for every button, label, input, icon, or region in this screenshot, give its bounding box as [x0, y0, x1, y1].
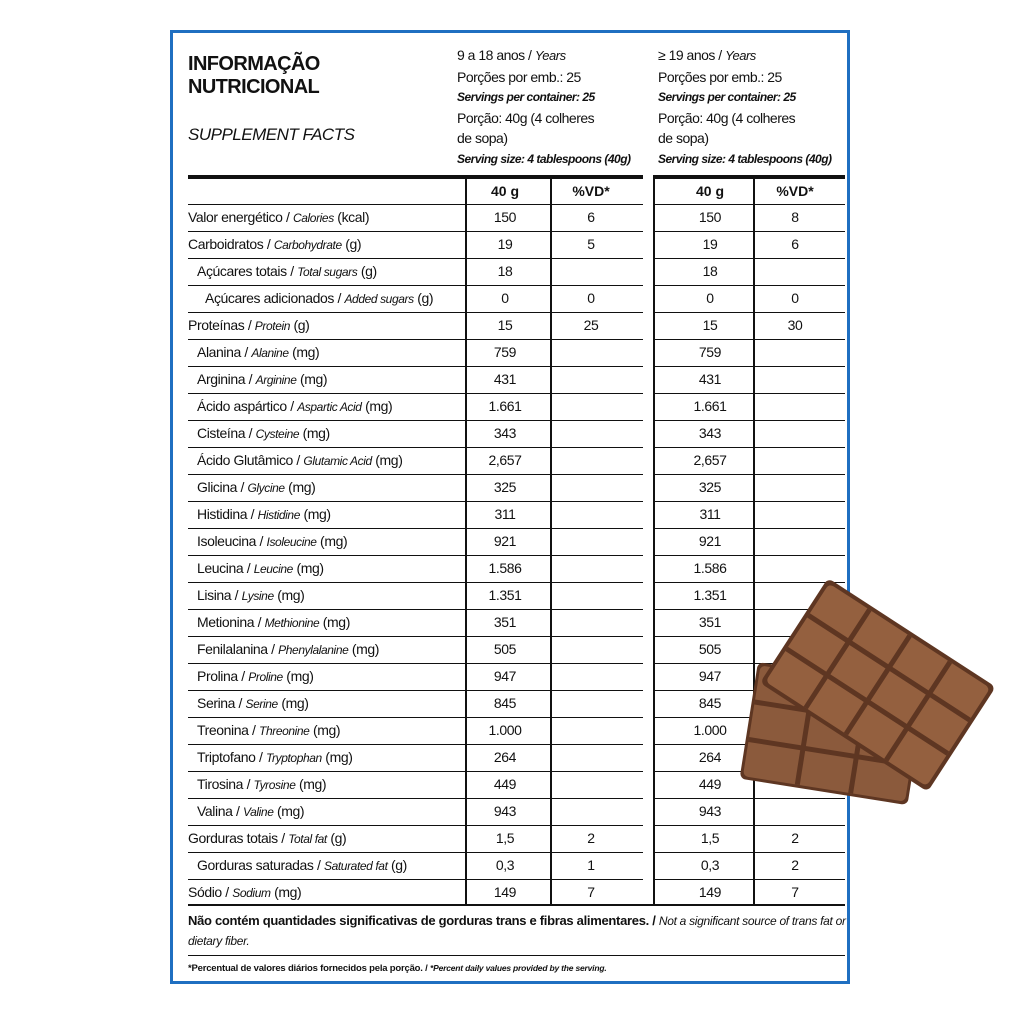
header-vd-2: %VD*	[776, 183, 814, 199]
nutrient-unit: (mg)	[361, 398, 393, 414]
daily-value-cell: 25	[583, 317, 599, 333]
nutrient-row	[173, 393, 853, 420]
header-amount-1: 40 g	[490, 183, 519, 199]
footnote-en: Not a significant source of trans fat or dietary fiber.	[188, 914, 846, 948]
amount-cell: 0,3	[700, 857, 720, 873]
footnote2-en: *Percent daily values provided by the serving.	[430, 963, 607, 973]
row-divider-left	[188, 825, 643, 826]
row-divider-left	[188, 852, 643, 853]
column-header-1	[457, 45, 631, 169]
amount-cell: 18	[702, 263, 718, 279]
nutrient-name-en: Glycine	[247, 481, 285, 495]
row-divider-right	[653, 285, 845, 286]
nutrient-label	[197, 771, 326, 799]
amount-cell: 343	[493, 425, 517, 441]
daily-value-cell: 2	[791, 857, 799, 873]
daily-value-cell: 8	[791, 209, 799, 225]
age-en: Years	[725, 48, 756, 63]
nutrient-name-en: Histidine	[257, 508, 300, 522]
nutrient-row	[173, 231, 853, 258]
nutrient-name-en: Isoleucine	[266, 535, 317, 549]
row-divider-right	[653, 555, 845, 556]
row-divider-left	[188, 474, 643, 475]
amount-cell: 2,657	[488, 452, 522, 468]
row-divider-right	[653, 501, 845, 502]
nutrient-label	[188, 312, 309, 340]
nutrient-label	[197, 663, 313, 691]
amount-cell: 449	[493, 776, 517, 792]
nutrient-unit: (mg)	[309, 722, 341, 738]
amount-cell: 264	[698, 749, 722, 765]
nutrient-row	[173, 204, 853, 231]
amount-cell: 1.000	[488, 722, 522, 738]
nutrient-label	[197, 636, 379, 664]
nutrient-name-pt: Isoleucina /	[197, 533, 267, 549]
nutrient-unit: (mg)	[348, 641, 380, 657]
nutrient-label	[197, 447, 402, 475]
row-divider-right	[653, 339, 845, 340]
nutrient-unit: (mg)	[288, 344, 320, 360]
nutrient-name-en: Aspartic Acid	[297, 400, 362, 414]
amount-cell: 1.586	[488, 560, 522, 576]
nutrient-unit: (g)	[413, 290, 434, 306]
footnote-divider	[188, 955, 845, 956]
row-divider-left	[188, 501, 643, 502]
portion-pt-2: de sopa)	[457, 130, 508, 146]
nutrient-name-pt: Serina /	[197, 695, 246, 711]
amount-cell: 149	[493, 884, 517, 900]
nutrient-name-pt: Sódio /	[188, 884, 233, 900]
row-divider-left	[188, 717, 643, 718]
servings-en: Servings per container: 25	[457, 90, 595, 104]
row-divider-right	[653, 447, 845, 448]
nutrient-name-en: Valine	[242, 805, 274, 819]
nutrient-name-pt: Proteínas /	[188, 317, 255, 333]
amount-cell: 343	[698, 425, 722, 441]
amount-cell: 351	[493, 614, 517, 630]
nutrient-unit: (mg)	[282, 668, 314, 684]
servings-pt: Porções por emb.: 25	[457, 68, 581, 85]
row-divider-right	[653, 366, 845, 367]
nutrient-name-en: Sodium	[232, 886, 271, 900]
nutrient-label	[197, 528, 347, 556]
nutrient-label	[197, 690, 309, 718]
row-divider-left	[188, 204, 643, 205]
amount-cell: 1,5	[700, 830, 720, 846]
row-divider-left	[188, 744, 643, 745]
row-divider-right	[653, 879, 845, 880]
nutrient-name-pt: Treonina /	[197, 722, 260, 738]
nutrient-unit: (mg)	[284, 479, 316, 495]
nutrient-row	[173, 528, 853, 555]
nutrient-name-en: Protein	[254, 319, 291, 333]
label-title	[188, 53, 320, 99]
amount-cell: 15	[702, 317, 718, 333]
row-divider-left	[188, 339, 643, 340]
servings-pt: Porções por emb.: 25	[658, 68, 782, 85]
nutrient-unit: (mg)	[319, 614, 350, 630]
nutrient-name-en: Tyrosine	[253, 778, 296, 792]
amount-cell: 947	[698, 668, 722, 684]
nutrient-name-en: Glutamic Acid	[303, 454, 372, 468]
nutrient-name-pt: Fenilalanina /	[197, 641, 279, 657]
row-divider-left	[188, 798, 643, 799]
portion-pt-1: Porção: 40g (4 colheres	[457, 109, 595, 126]
nutrient-name-en: Added sugars	[344, 292, 414, 306]
nutrient-label	[197, 366, 327, 394]
nutrient-name-en: Phenylalanine	[278, 643, 349, 657]
nutrient-name-pt: Gorduras saturadas /	[197, 857, 324, 873]
nutrient-row	[173, 285, 853, 312]
nutrient-row	[173, 447, 853, 474]
amount-cell: 150	[493, 209, 517, 225]
nutrient-row	[173, 339, 853, 366]
row-divider-right	[653, 258, 845, 259]
amount-cell: 759	[698, 344, 722, 360]
nutrient-name-pt: Gorduras totais /	[188, 830, 289, 846]
nutrient-row	[173, 879, 853, 906]
nutrient-name-pt: Histidina /	[197, 506, 258, 522]
nutrient-name-pt: Prolina /	[197, 668, 249, 684]
nutrient-name-en: Total sugars	[297, 265, 358, 279]
nutrient-label	[197, 582, 304, 610]
row-divider-left	[188, 771, 643, 772]
nutrition-label	[170, 30, 850, 984]
amount-cell: 1,5	[495, 830, 515, 846]
nutrient-name-pt: Valor energético /	[188, 209, 293, 225]
nutrient-label	[197, 339, 319, 367]
daily-value-cell: 6	[587, 209, 595, 225]
bottom-divider	[188, 904, 845, 906]
amount-cell: 505	[698, 641, 722, 657]
nutrient-label	[197, 555, 324, 583]
nutrient-unit: (mg)	[273, 803, 305, 819]
amount-cell: 311	[699, 506, 721, 522]
amount-cell: 15	[497, 317, 513, 333]
chocolate-bars-icon	[740, 570, 1015, 810]
row-divider-left	[188, 636, 643, 637]
row-divider-left	[188, 285, 643, 286]
amount-cell: 845	[698, 695, 722, 711]
nutrient-name-pt: Açúcares adicionados /	[205, 290, 345, 306]
daily-value-cell: 7	[587, 884, 595, 900]
row-divider-right	[653, 204, 845, 205]
nutrient-unit: (g)	[326, 830, 347, 846]
amount-cell: 845	[493, 695, 517, 711]
nutrient-unit: (g)	[290, 317, 310, 333]
nutrient-name-pt: Glicina /	[197, 479, 248, 495]
amount-cell: 1.351	[488, 587, 522, 603]
daily-value-cell: 5	[587, 236, 595, 252]
row-divider-right	[653, 825, 845, 826]
row-divider-left	[188, 690, 643, 691]
daily-value-cell: 2	[587, 830, 595, 846]
nutrient-name-pt: Ácido Glutâmico /	[197, 452, 304, 468]
title-line-1: INFORMAÇÃO	[188, 53, 320, 75]
nutrient-unit: (mg)	[299, 425, 330, 441]
nutrient-unit: (mg)	[277, 695, 309, 711]
servings-en: Servings per container: 25	[658, 90, 796, 104]
footnote-not-significant	[188, 911, 848, 951]
nutrient-label	[197, 744, 352, 772]
amount-cell: 351	[698, 614, 722, 630]
amount-cell: 2,657	[693, 452, 727, 468]
nutrient-name-pt: Lisina /	[197, 587, 242, 603]
nutrient-label	[197, 852, 407, 880]
amount-cell: 0	[706, 290, 714, 306]
nutrient-name-en: Methionine	[264, 616, 320, 630]
nutrient-name-pt: Valina /	[197, 803, 243, 819]
nutrient-label	[188, 204, 369, 232]
portion-en: Serving size: 4 tablespoons (40g)	[457, 151, 631, 166]
daily-value-cell: 6	[791, 236, 799, 252]
amount-cell: 18	[497, 263, 513, 279]
nutrient-row	[173, 852, 853, 879]
nutrient-name-pt: Triptofano /	[197, 749, 266, 765]
amount-cell: 149	[698, 884, 722, 900]
row-divider-right	[653, 474, 845, 475]
nutrient-label	[197, 420, 330, 448]
nutrient-name-pt: Carboidratos /	[188, 236, 274, 252]
row-divider-left	[188, 555, 643, 556]
nutrient-label	[205, 285, 433, 313]
nutrient-label	[188, 879, 301, 907]
nutrient-name-pt: Arginina /	[197, 371, 256, 387]
nutrient-unit: (kcal)	[333, 209, 370, 225]
nutrient-label	[197, 474, 315, 502]
nutrient-label	[188, 231, 361, 259]
amount-cell: 311	[494, 506, 516, 522]
title-line-2: NUTRICIONAL	[188, 76, 320, 98]
nutrient-name-pt: Açúcares totais /	[197, 263, 298, 279]
footnote2-pt: *Percentual de valores diários fornecidos pela porção. /	[188, 963, 431, 974]
nutrient-unit: (mg)	[371, 452, 403, 468]
nutrient-name-en: Carbohydrate	[273, 238, 342, 252]
amount-cell: 1.000	[693, 722, 727, 738]
nutrient-name-en: Serine	[245, 697, 278, 711]
nutrient-name-en: Arginine	[255, 373, 297, 387]
row-divider-right	[653, 393, 845, 394]
amount-cell: 1.661	[693, 398, 727, 414]
nutrient-label	[197, 717, 340, 745]
nutrient-row	[173, 501, 853, 528]
nutrient-name-pt: Cisteína /	[197, 425, 256, 441]
amount-cell: 325	[493, 479, 517, 495]
amount-cell: 505	[493, 641, 517, 657]
row-divider-left	[188, 231, 643, 232]
nutrient-label	[197, 798, 304, 826]
nutrient-unit: (mg)	[299, 506, 331, 522]
portion-en: Serving size: 4 tablespoons (40g)	[658, 151, 832, 166]
daily-value-cell: 2	[791, 830, 799, 846]
nutrient-name-en: Calories	[292, 211, 334, 225]
nutrient-label	[197, 609, 350, 637]
nutrient-row	[173, 825, 853, 852]
nutrient-name-en: Cysteine	[255, 427, 300, 441]
portion-pt-1: Porção: 40g (4 colheres	[658, 109, 796, 126]
nutrient-unit: (mg)	[296, 371, 328, 387]
row-divider-left	[188, 879, 643, 880]
nutrient-name-pt: Leucina /	[197, 560, 254, 576]
row-divider-left	[188, 366, 643, 367]
nutrient-name-pt: Ácido aspártico /	[197, 398, 298, 414]
row-divider-right	[653, 420, 845, 421]
nutrient-name-en: Saturated fat	[324, 859, 388, 873]
nutrient-unit: (mg)	[292, 560, 324, 576]
nutrient-unit: (g)	[341, 236, 362, 252]
row-divider-right	[653, 312, 845, 313]
nutrient-unit: (mg)	[295, 776, 327, 792]
nutrient-row	[173, 366, 853, 393]
nutrient-name-en: Tryptophan	[265, 751, 322, 765]
amount-cell: 759	[493, 344, 517, 360]
nutrient-name-en: Lysine	[241, 589, 274, 603]
amount-cell: 19	[497, 236, 513, 252]
nutrient-row	[173, 258, 853, 285]
header-amount-2: 40 g	[695, 183, 724, 199]
portion-pt-2: de sopa)	[658, 130, 709, 146]
row-divider-left	[188, 582, 643, 583]
nutrient-row	[173, 312, 853, 339]
daily-value-cell: 1	[587, 857, 595, 873]
nutrient-label	[188, 825, 346, 853]
nutrient-label	[197, 501, 331, 529]
daily-value-cell: 0	[791, 290, 799, 306]
amount-cell: 947	[493, 668, 517, 684]
nutrient-name-en: Leucine	[253, 562, 293, 576]
amount-cell: 1.586	[693, 560, 727, 576]
row-divider-left	[188, 420, 643, 421]
supplement-facts-heading: SUPPLEMENT FACTS	[188, 125, 355, 144]
nutrient-row	[173, 474, 853, 501]
footnote-pt: Não contém quantidades significativas de gorduras trans e fibras alimentares. /	[188, 913, 659, 928]
amount-cell: 325	[698, 479, 722, 495]
row-divider-right	[653, 528, 845, 529]
age-pt: 9 a 18 anos /	[457, 47, 535, 63]
amount-cell: 943	[493, 803, 517, 819]
row-divider-right	[653, 852, 845, 853]
nutrient-name-en: Total fat	[288, 832, 327, 846]
daily-value-cell: 7	[791, 884, 799, 900]
row-divider-left	[188, 447, 643, 448]
row-divider-left	[188, 528, 643, 529]
nutrient-label	[197, 393, 392, 421]
row-divider-right	[653, 231, 845, 232]
nutrient-unit: (g)	[387, 857, 407, 873]
amount-cell: 1.351	[693, 587, 727, 603]
daily-value-cell: 0	[587, 290, 595, 306]
nutrient-name-en: Alanine	[251, 346, 289, 360]
amount-cell: 19	[702, 236, 718, 252]
amount-cell: 449	[698, 776, 722, 792]
nutrient-unit: (mg)	[316, 533, 348, 549]
row-divider-left	[188, 609, 643, 610]
row-divider-left	[188, 312, 643, 313]
age-pt: ≥ 19 anos /	[658, 47, 726, 63]
row-divider-left	[188, 393, 643, 394]
row-divider-left	[188, 258, 643, 259]
nutrient-name-en: Proline	[248, 670, 283, 684]
amount-cell: 150	[698, 209, 722, 225]
nutrient-name-pt: Tirosina /	[197, 776, 254, 792]
amount-cell: 943	[698, 803, 722, 819]
nutrient-label	[197, 258, 377, 286]
nutrient-unit: (mg)	[270, 884, 302, 900]
nutrient-row	[173, 420, 853, 447]
nutrient-name-en: Threonine	[259, 724, 310, 738]
daily-value-cell: 30	[787, 317, 803, 333]
nutrient-unit: (mg)	[321, 749, 353, 765]
row-divider-left	[188, 663, 643, 664]
nutrient-name-pt: Metionina /	[197, 614, 265, 630]
age-en: Years	[534, 48, 566, 63]
amount-cell: 0,3	[495, 857, 515, 873]
amount-cell: 431	[698, 371, 722, 387]
amount-cell: 0	[501, 290, 509, 306]
amount-cell: 431	[493, 371, 517, 387]
header-vd-1: %VD*	[572, 183, 610, 199]
column-header-2	[658, 45, 832, 169]
nutrient-unit: (g)	[357, 263, 377, 279]
amount-cell: 921	[493, 533, 517, 549]
nutrient-name-pt: Alanina /	[197, 344, 252, 360]
amount-cell: 1.661	[488, 398, 522, 414]
amount-cell: 921	[698, 533, 722, 549]
nutrient-unit: (mg)	[273, 587, 305, 603]
footnote-daily-values	[188, 963, 606, 974]
amount-cell: 264	[493, 749, 517, 765]
